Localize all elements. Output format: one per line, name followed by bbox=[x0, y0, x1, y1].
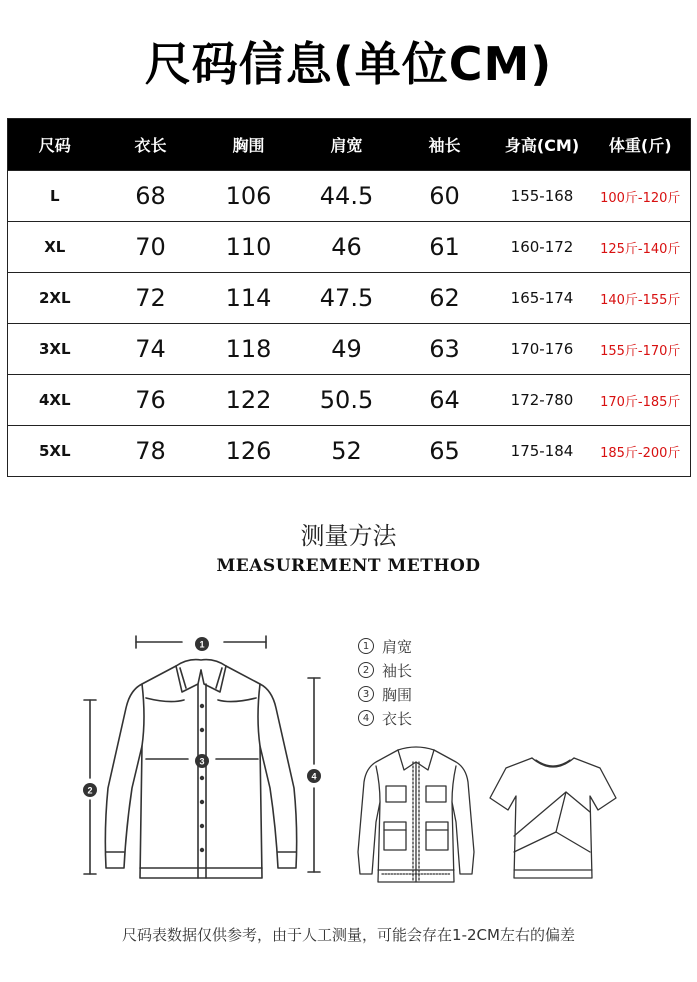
cell-weight: 155斤-170斤 bbox=[591, 324, 691, 375]
cell-height: 170-176 bbox=[494, 324, 591, 375]
marker-2: 2 bbox=[87, 785, 93, 796]
marker-4: 4 bbox=[311, 771, 317, 782]
table-row bbox=[8, 324, 691, 375]
marker-1: 1 bbox=[199, 639, 205, 650]
legend-item bbox=[358, 682, 412, 706]
cell-shoulder: 50.5 bbox=[298, 375, 396, 426]
measurement-legend bbox=[358, 634, 412, 730]
table-row bbox=[8, 375, 691, 426]
cell-height: 155-168 bbox=[494, 171, 591, 222]
cell-height: 160-172 bbox=[494, 222, 591, 273]
cell-size: L bbox=[8, 171, 102, 222]
cell-length: 76 bbox=[102, 375, 200, 426]
cell-size: XL bbox=[8, 222, 102, 273]
legend-label: 袖长 bbox=[382, 661, 413, 680]
cell-size: 2XL bbox=[8, 273, 102, 324]
legend-item bbox=[358, 706, 412, 730]
cell-weight: 125斤-140斤 bbox=[591, 222, 691, 273]
cell-shoulder: 47.5 bbox=[298, 273, 396, 324]
cell-shoulder: 49 bbox=[298, 324, 396, 375]
cell-height: 172-780 bbox=[494, 375, 591, 426]
legend-label: 胸围 bbox=[382, 685, 413, 704]
marker-3: 3 bbox=[199, 756, 205, 767]
header-chest: 胸围 bbox=[200, 119, 298, 171]
size-chart-table bbox=[7, 118, 691, 477]
cell-weight: 100斤-120斤 bbox=[591, 171, 691, 222]
footnote: 尺码表数据仅供参考，由于人工测量，可能会存在1-2CM左右的偏差 bbox=[122, 926, 575, 944]
cell-shoulder: 44.5 bbox=[298, 171, 396, 222]
cell-chest: 118 bbox=[200, 324, 298, 375]
header-height: 身高(CM) bbox=[494, 119, 591, 171]
shirt-diagram bbox=[76, 628, 336, 890]
cell-shoulder: 46 bbox=[298, 222, 396, 273]
cell-weight: 170斤-185斤 bbox=[591, 375, 691, 426]
legend-label: 肩宽 bbox=[382, 637, 413, 656]
cell-length: 70 bbox=[102, 222, 200, 273]
legend-item bbox=[358, 658, 412, 682]
cell-chest: 114 bbox=[200, 273, 298, 324]
table-row bbox=[8, 273, 691, 324]
cell-chest: 110 bbox=[200, 222, 298, 273]
cell-sleeve: 64 bbox=[396, 375, 494, 426]
cell-chest: 106 bbox=[200, 171, 298, 222]
cell-length: 78 bbox=[102, 426, 200, 477]
cell-weight: 185斤-200斤 bbox=[591, 426, 691, 477]
cell-sleeve: 60 bbox=[396, 171, 494, 222]
measurement-method-title: 测量方法 bbox=[300, 522, 397, 550]
header-shoulder: 肩宽 bbox=[298, 119, 396, 171]
legend-item bbox=[358, 634, 412, 658]
header-sleeve: 袖长 bbox=[396, 119, 494, 171]
header-size: 尺码 bbox=[8, 119, 102, 171]
cell-chest: 122 bbox=[200, 375, 298, 426]
cell-sleeve: 62 bbox=[396, 273, 494, 324]
measurement-method-subtitle: MEASUREMENT METHOD bbox=[216, 556, 481, 576]
table-row bbox=[8, 426, 691, 477]
cell-size: 3XL bbox=[8, 324, 102, 375]
legend-number: 4 bbox=[358, 710, 374, 726]
page-title: 尺码信息(单位CM) bbox=[144, 37, 553, 91]
cell-height: 165-174 bbox=[494, 273, 591, 324]
cell-sleeve: 61 bbox=[396, 222, 494, 273]
cell-height: 175-184 bbox=[494, 426, 591, 477]
cell-sleeve: 65 bbox=[396, 426, 494, 477]
cell-size: 5XL bbox=[8, 426, 102, 477]
legend-number: 1 bbox=[358, 638, 374, 654]
cell-shoulder: 52 bbox=[298, 426, 396, 477]
jacket-sketch bbox=[354, 742, 478, 892]
header-length: 衣长 bbox=[102, 119, 200, 171]
tshirt-sketch bbox=[486, 752, 620, 882]
cell-sleeve: 63 bbox=[396, 324, 494, 375]
cell-length: 72 bbox=[102, 273, 200, 324]
cell-size: 4XL bbox=[8, 375, 102, 426]
cell-weight: 140斤-155斤 bbox=[591, 273, 691, 324]
table-header-row bbox=[8, 119, 691, 171]
legend-number: 2 bbox=[358, 662, 374, 678]
cell-length: 74 bbox=[102, 324, 200, 375]
table-row bbox=[8, 222, 691, 273]
header-weight: 体重(斤) bbox=[591, 119, 691, 171]
legend-label: 衣长 bbox=[382, 709, 413, 728]
table-row bbox=[8, 171, 691, 222]
legend-number: 3 bbox=[358, 686, 374, 702]
cell-chest: 126 bbox=[200, 426, 298, 477]
cell-length: 68 bbox=[102, 171, 200, 222]
